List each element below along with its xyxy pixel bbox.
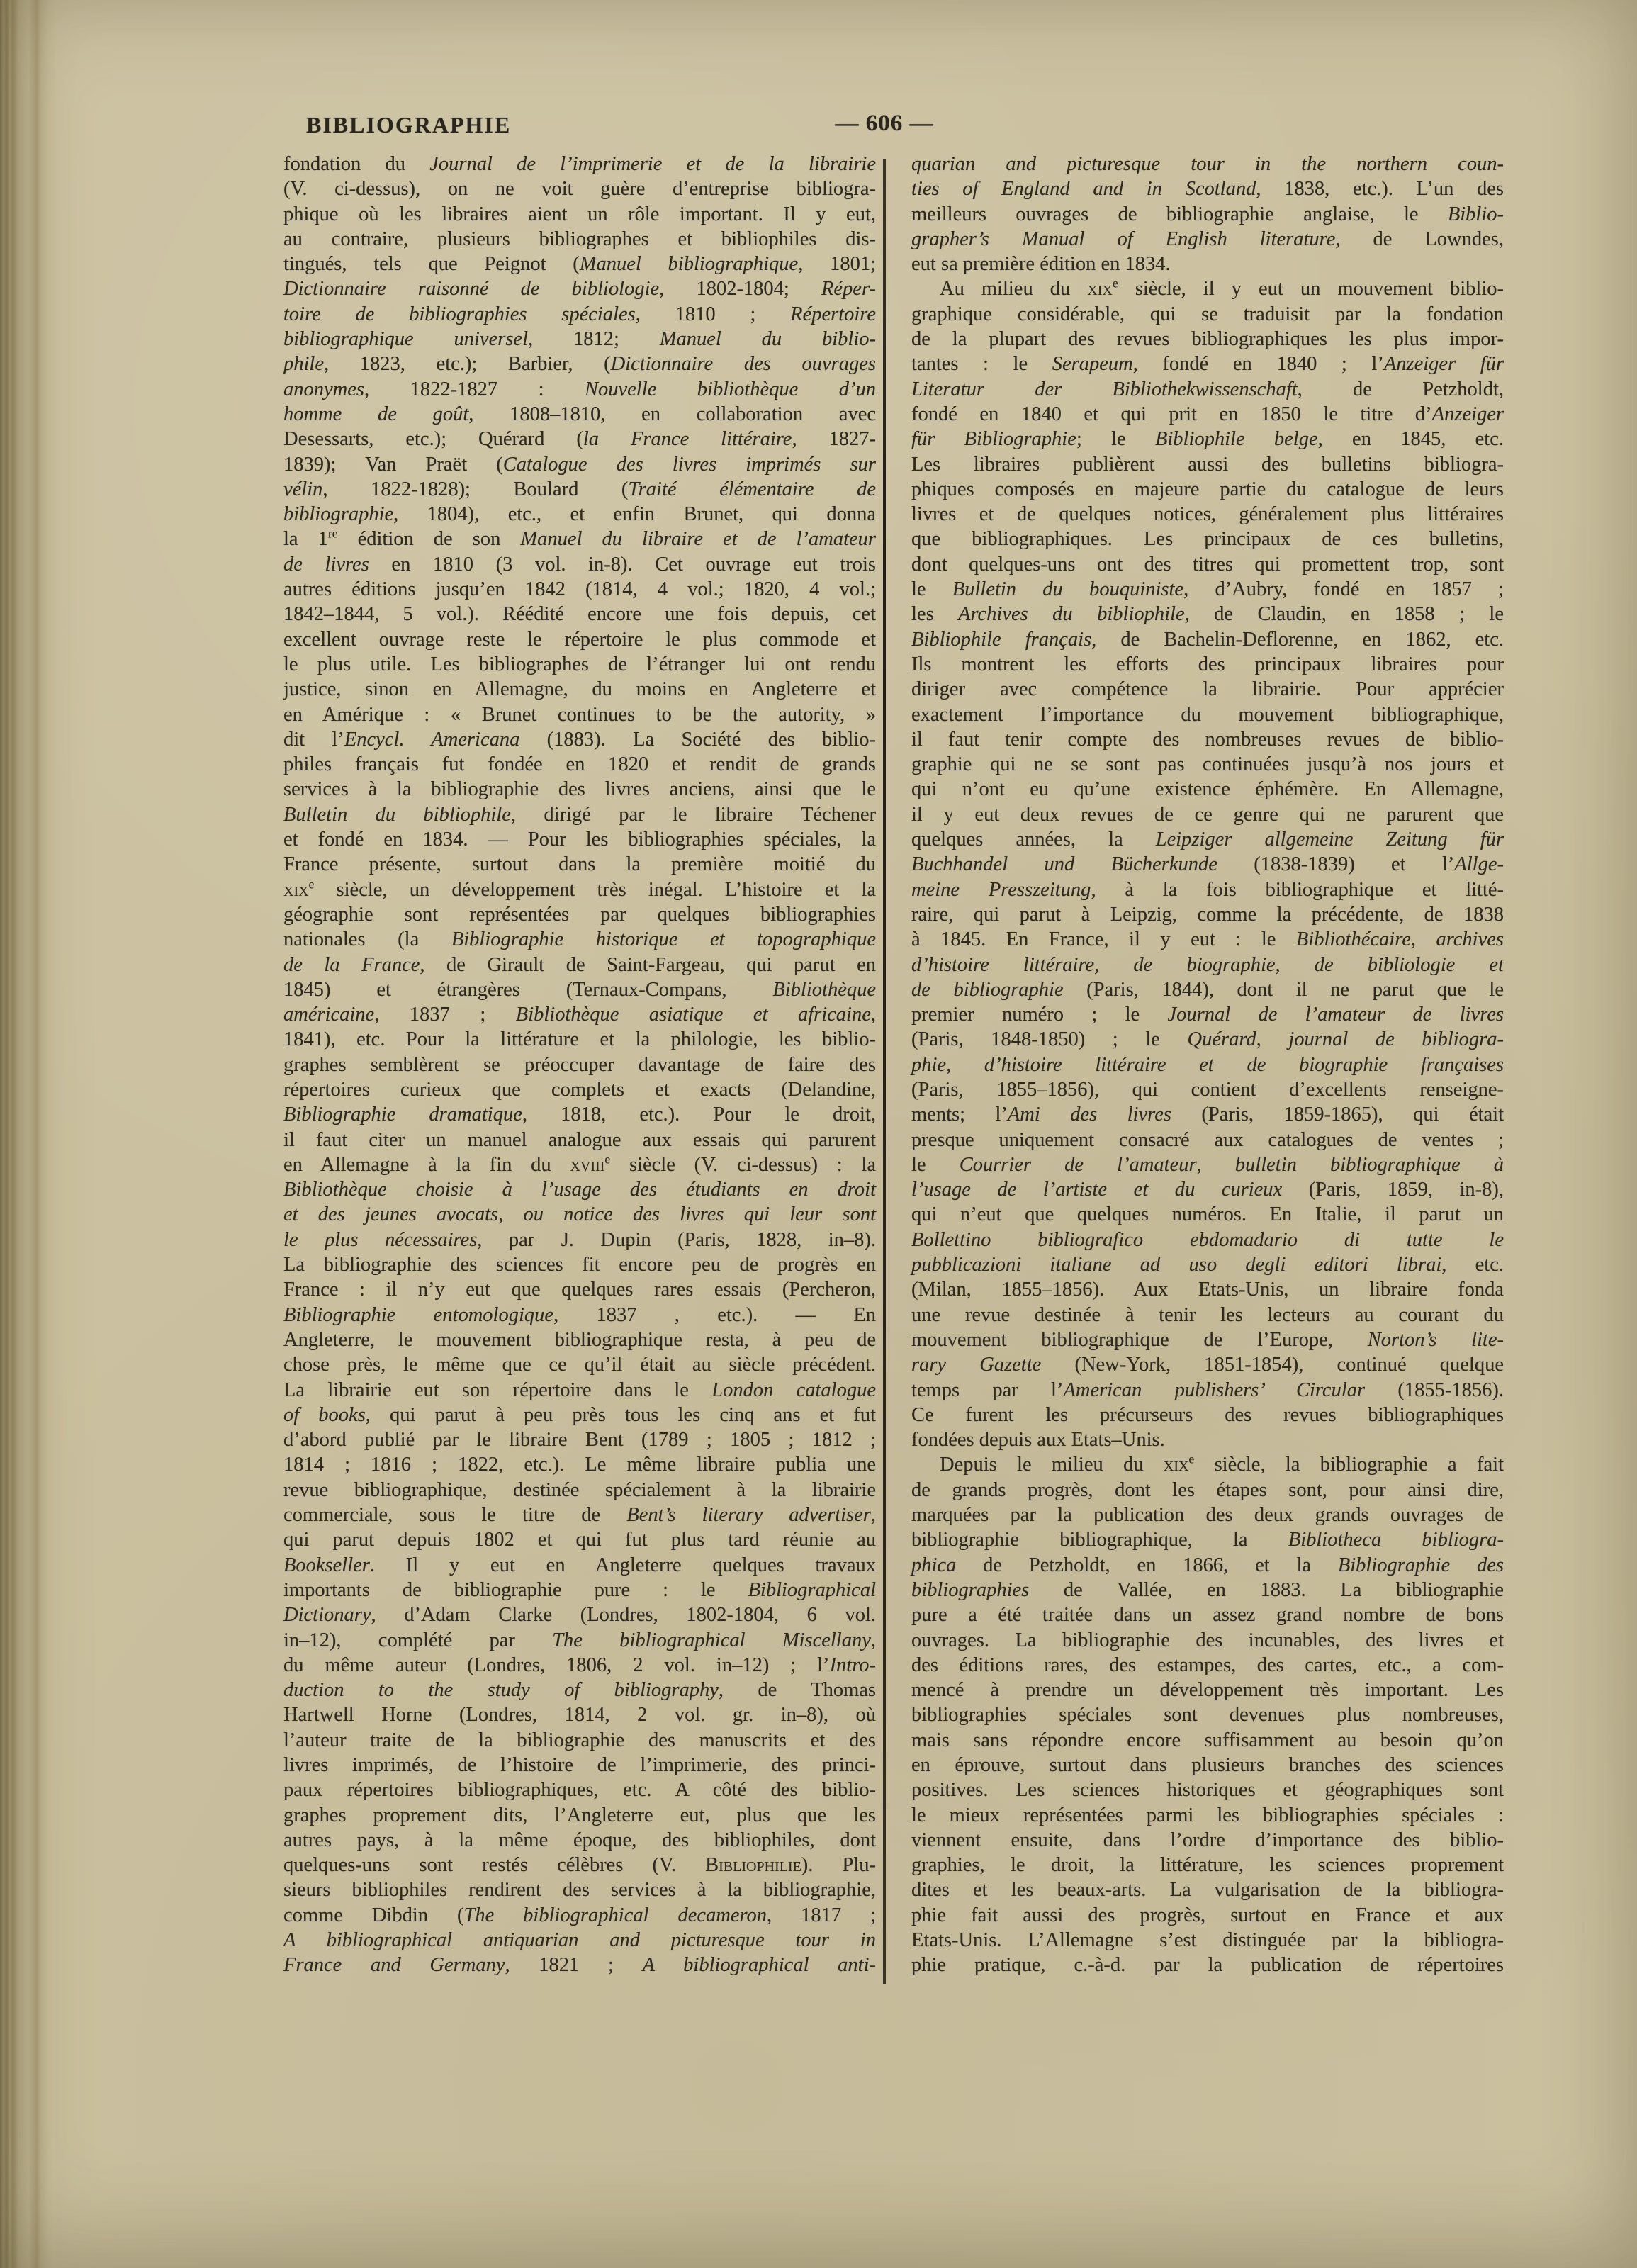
text-line: autres pays, à la même époque, des bibliophiles, dont (283, 1829, 876, 1851)
text-line: Angleterre, le mouvement bibliographique resta, à peu de (283, 1328, 876, 1351)
text-line: Bibliographie entomologique, 1837 , etc.). — En (283, 1303, 876, 1326)
text-line: commerciale, sous le titre de Bent’s literary advertiser, (283, 1504, 876, 1527)
text-line: France présente, surtout dans la première moitié du (283, 853, 876, 876)
text-line: premier numéro ; le Journal de l’amateur de livres (911, 1004, 1504, 1026)
text-line: il y eut deux revues de ce genre qui ne parurent que (911, 803, 1504, 826)
text-line: mais sans répondre encore suffisamment au besoin qu’on (911, 1729, 1504, 1751)
text-line: Ils montrent les efforts des principaux libraires pour (911, 653, 1504, 675)
text-line: géographie sont représentées par quelques bibliographies (283, 903, 876, 926)
text-line: Bibliothèque choisie à l’usage des étudiants en droit (283, 1179, 876, 1201)
text-line: le plus nécessaires, par J. Dupin (Paris, 1828, in–8). (283, 1228, 876, 1251)
text-line: France : il n’y eut que quelques rares essais (Percheron, (283, 1279, 876, 1301)
text-line: qui n’eut que quelques numéros. En Italie, il parut un (911, 1203, 1504, 1226)
text-line: quarian and picturesque tour in the northern coun- (911, 153, 1504, 175)
text-line: marquées par la publication des deux grands ouvrages de (911, 1504, 1504, 1527)
text-line: autres éditions jusqu’en 1842 (1814, 4 vol.; 1820, 4 vol.; (283, 578, 876, 601)
text-line: ties of England and in Scotland, 1838, etc.). L’un des (911, 178, 1504, 201)
text-line: livres imprimés, de l’histoire de l’imprimerie, des princi- (283, 1754, 876, 1776)
text-line: l’auteur traite de la bibliographie des manuscrits et des (283, 1729, 876, 1751)
text-line: et des jeunes avocats, ou notice des livres qui leur sont (283, 1203, 876, 1226)
text-line: revue bibliographique, destinée spécialement à la librairie (283, 1478, 876, 1501)
text-line: Bollettino bibliografico ebdomadario di tutte le (911, 1228, 1504, 1251)
text-line: sieurs bibliophiles rendirent des services à la bibliographie, (283, 1879, 876, 1902)
running-title: BIBLIOGRAPHIE (306, 112, 512, 137)
text-line: Les libraires publièrent aussi des bulletins bibliogra- (911, 453, 1504, 476)
text-line: de la plupart des revues bibliographiques les plus impor- (911, 328, 1504, 351)
text-line: bibliographie, 1804), etc., et enfin Brunet, qui donna (283, 503, 876, 526)
text-line: phie pratique, c.-à-d. par la publication de répertoires (911, 1954, 1504, 1977)
text-line: dont quelques-uns ont des titres qui promettent trop, sont (911, 553, 1504, 576)
text-line: que bibliographiques. Les principaux de ces bulletins, (911, 528, 1504, 551)
text-line: Bibliographie dramatique, 1818, etc.). Pour le droit, (283, 1104, 877, 1126)
book-gutter-edge (0, 0, 55, 2268)
text-line: d’histoire littéraire, de biographie, de bibliologie et (911, 953, 1504, 976)
text-line: graphie qui ne se sont pas continuées jusqu’à nos jours et (911, 753, 1504, 776)
text-line: graphique considérable, qui se traduisit par la fondation (911, 303, 1504, 325)
text-line: (Paris, 1855–1856), qui contient d’excellents renseigne- (911, 1078, 1504, 1101)
text-line: exactement l’importance du mouvement bibliographique, (911, 703, 1504, 726)
text-line: Dictionary, d’Adam Clarke (Londres, 1802-1804, 6 vol. (283, 1604, 876, 1627)
text-line: en Amérique : « Brunet continues to be the autority, » (283, 703, 876, 726)
text-line: il faut tenir compte des nombreuses revues de biblio- (911, 728, 1504, 751)
text-line: justice, sinon en Allemagne, du moins en Angleterre et (283, 678, 876, 701)
text-line: für Bibliographie; le Bibliophile belge, en 1845, etc. (911, 428, 1504, 451)
text-line: Ce furent les précurseurs des revues bibliographiques (911, 1403, 1504, 1426)
text-line: nationales (la Bibliographie historique et topographique (283, 928, 876, 951)
text-line: comme Dibdin (The bibliographical decameron, 1817 ; (283, 1904, 877, 1926)
text-line: graphies, le droit, la littérature, les sciences proprement (911, 1854, 1504, 1877)
text-line: viennent ensuite, dans l’ordre d’importance des biblio- (911, 1829, 1504, 1851)
text-line: paux répertoires bibliographiques, etc. A côté des biblio- (283, 1779, 876, 1802)
text-line: le Courrier de l’amateur, bulletin bibliographique à (911, 1153, 1504, 1176)
text-line: anonymes, 1822-1827 : Nouvelle bibliothèque d’un (283, 378, 876, 400)
text-line: in–12), complété par The bibliographical Miscellany, (283, 1629, 876, 1651)
text-line: Desessarts, etc.); Quérard (la France littéraire, 1827- (283, 428, 877, 451)
text-line: bibliographie bibliographique, la Bibliotheca bibliogra- (911, 1529, 1504, 1551)
text-line: en Allemagne à la fin du xviii$^e$ siècle (V. ci-dessus) : la (283, 1152, 877, 1176)
text-line: la 1re édition de son Manuel du libraire et de l’amateur (283, 526, 876, 551)
text-line: 1841), etc. Pour la littérature et la philologie, les biblio- (283, 1028, 876, 1051)
text-line: mencé à prendre un développement très important. Les (911, 1679, 1504, 1702)
text-line: Literatur der Bibliothekwissenschaft, de Petzholdt, (911, 378, 1504, 400)
text-line: mouvement bibliographique de l’Europe, Norton’s lite- (911, 1328, 1504, 1351)
text-line: (Milan, 1855–1856). Aux Etats-Unis, un libraire fonda (911, 1279, 1504, 1301)
text-line: presque uniquement consacré aux catalogues de ventes ; (911, 1128, 1504, 1151)
text-line: Dictionnaire raisonné de bibliologie, 1802-1804; Réper- (283, 278, 876, 301)
text-line: dites et les beaux-arts. La vulgarisation de la bibliogra- (911, 1879, 1504, 1902)
text-line: quelques années, la Leipziger allgemeine Zeitung für (911, 829, 1504, 851)
text-line: excellent ouvrage reste le répertoire le plus commode et (283, 628, 876, 651)
text-line: xix$^e$ siècle, un développement très inégal. L’histoire et la (283, 877, 876, 901)
text-line: bibliographique universel, 1812; Manuel du biblio- (283, 328, 876, 351)
text-line: de bibliographie (Paris, 1844), dont il ne parut que le (911, 978, 1504, 1001)
text-line: phie fait aussi des progrès, surtout en France et aux (911, 1904, 1504, 1926)
text-line: rary Gazette (New-York, 1851-1854), continué quelque (911, 1354, 1504, 1376)
text-line: fondation du Journal de l’imprimerie et de la librairie (283, 153, 876, 175)
text-line: qui n’ont eu qu’une existence éphémère. En Allemagne, (911, 778, 1504, 801)
text-line: répertoires curieux que complets et exacts (Delandine, (283, 1078, 876, 1101)
text-line: philes français fut fondée en 1820 et rendit de grands (283, 753, 876, 776)
text-line: ouvrages. La bibliographie des incunables, des livres et (911, 1629, 1504, 1651)
text-line: ments; l’Ami des livres (Paris, 1859-1865), qui était (911, 1104, 1504, 1126)
text-line: dit l’Encycl. Americana (1883). La Société des biblio- (283, 728, 876, 751)
text-line: temps par l’American publishers’ Circular (1855-1856). (911, 1379, 1504, 1401)
text-line: duction to the study of bibliography, de Thomas (283, 1679, 876, 1702)
text-line: fondées depuis aux Etats–Unis. (911, 1429, 1165, 1452)
text-line: bibliographies de Vallée, en 1883. La bibliographie (911, 1578, 1504, 1601)
text-line: Etats-Unis. L’Allemagne s’est distinguée par la bibliogra- (911, 1929, 1504, 1952)
text-line: au contraire, plusieurs bibliographes et bibliophiles dis- (283, 228, 876, 250)
text-line: vélin, 1822-1828); Boulard (Traité élémentaire de (283, 478, 876, 500)
column-divider-rule (883, 159, 886, 1984)
text-line: phique où les libraires aient un rôle important. Il y eut, (283, 203, 876, 225)
text-line: phile, 1823, etc.); Barbier, (Dictionnaire des ouvrages (283, 353, 877, 376)
text-line: (V. ci-dessus), on ne voit guère d’entreprise bibliogra- (283, 178, 876, 201)
text-line: France and Germany, 1821 ; A bibliographical anti- (283, 1954, 876, 1977)
text-line: graphes proprement dits, l’Angleterre eut, plus que les (283, 1804, 876, 1826)
text-line: fondé en 1840 et qui prit en 1850 le titre d’Anzeiger (911, 403, 1504, 425)
text-line: le mieux représentées parmi les bibliographies spéciales : (911, 1804, 1504, 1826)
text-column-left (283, 152, 876, 1978)
text-line: phica de Petzholdt, en 1866, et la Bibliographie des (911, 1554, 1504, 1576)
page-number: — 606 — (835, 111, 934, 136)
text-line: homme de goût, 1808–1810, en collaboration avec (283, 403, 876, 425)
text-line: en éprouve, surtout dans plusieurs branches des sciences (911, 1754, 1504, 1776)
text-line: d’abord publié par le libraire Bent (1789 ; 1805 ; 1812 ; (283, 1429, 876, 1452)
text-line: toire de bibliographies spéciales, 1810 ; Répertoire (283, 303, 876, 325)
text-line: graphes semblèrent se préoccuper davantage de faire des (283, 1053, 876, 1076)
text-line: phiques composés en majeure partie du catalogue de leurs (911, 478, 1504, 500)
text-line: les Archives du bibliophile, de Claudin, en 1858 ; le (911, 603, 1504, 626)
text-line: pubblicazioni italiane ad uso degli editori librai, etc. (911, 1254, 1504, 1276)
text-line: Depuis le milieu du xix$^e$ siècle, la bibliographie a fait (940, 1452, 1504, 1476)
text-line: services à la bibliographie des livres anciens, ainsi que le (283, 778, 876, 801)
text-line: le Bulletin du bouquiniste, d’Aubry, fondé en 1857 ; (911, 578, 1504, 601)
text-line: américaine, 1837 ; Bibliothèque asiatique et africaine, (283, 1004, 877, 1026)
text-line: Hartwell Horne (Londres, 1814, 2 vol. gr. in–8), où (283, 1704, 876, 1727)
text-line: meilleurs ouvrages de bibliographie anglaise, le Biblio- (911, 203, 1504, 225)
text-line: Bulletin du bibliophile, dirigé par le libraire Téchener (283, 803, 876, 826)
text-line: eut sa première édition en 1834. (911, 253, 1171, 276)
text-line: du même auteur (Londres, 1806, 2 vol. in–12) ; l’Intro- (283, 1654, 876, 1676)
text-line: une revue destinée à tenir les lecteurs au courant du (911, 1303, 1504, 1326)
text-line: grapher’s Manual of English literature, de Lowndes, (911, 228, 1504, 250)
text-line: il faut citer un manuel analogue aux essais qui parurent (283, 1128, 876, 1151)
text-line: diriger avec compétence la librairie. Pour apprécier (911, 678, 1504, 701)
text-line: La librairie eut son répertoire dans le London catalogue (283, 1379, 876, 1401)
text-column-right (911, 152, 1504, 1978)
text-line: importants de bibliographie pure : le Bibliographical (283, 1578, 876, 1601)
text-line: l’usage de l’artiste et du curieux (Paris, 1859, in-8), (911, 1179, 1504, 1201)
text-line: et fondé en 1834. — Pour les bibliographies spéciales, la (283, 829, 876, 851)
text-line: des éditions rares, des estampes, des cartes, etc., a com- (911, 1654, 1504, 1676)
text-line: 1839); Van Praët (Catalogue des livres imprimés sur (283, 453, 876, 476)
text-line: tingués, tels que Peignot (Manuel bibliographique, 1801; (283, 253, 876, 276)
text-line: livres et de quelques notices, généralement plus littéraires (911, 503, 1504, 526)
text-line: 1814 ; 1816 ; 1822, etc.). Le même libraire publia une (283, 1454, 876, 1476)
text-line: Buchhandel und Bücherkunde (1838-1839) et l’Allge- (911, 853, 1504, 876)
text-line: La bibliographie des sciences fit encore peu de progrès en (283, 1254, 876, 1276)
text-line: qui parut depuis 1802 et qui fut plus tard réunie au (283, 1529, 876, 1551)
text-line: of books, qui parut à peu près tous les cinq ans et fut (283, 1403, 876, 1426)
text-line: bibliographies spéciales sont devenues plus nombreuses, (911, 1704, 1504, 1727)
text-line: raire, qui parut à Leipzig, comme la précédente, de 1838 (911, 903, 1504, 926)
text-line: (Paris, 1848-1850) ; le Quérard, journal de bibliogra- (911, 1028, 1504, 1051)
text-line: à 1845. En France, il y eut : le Bibliothécaire, archives (911, 928, 1504, 951)
text-line: quelques-uns sont restés célèbres (V. Bibliophilie). Plu- (283, 1854, 876, 1877)
text-line: 1842–1844, 5 vol.). Réédité encore une fois depuis, cet (283, 603, 876, 626)
text-line: chose près, le même que ce qu’il était au siècle précédent. (283, 1354, 876, 1376)
text-line: Bibliophile français, de Bachelin-Deflorenne, en 1862, etc. (911, 628, 1504, 651)
text-line: phie, d’histoire littéraire et de biographie françaises (911, 1053, 1504, 1076)
text-line: 1845) et étrangères (Ternaux-Compans, Bibliothèque (283, 978, 876, 1001)
text-line: A bibliographical antiquarian and picturesque tour in (283, 1929, 876, 1952)
text-line: meine Presszeitung, à la fois bibliographique et litté- (911, 878, 1504, 901)
text-line: de livres en 1810 (3 vol. in-8). Cet ouvrage eut trois (283, 553, 876, 576)
text-line: Bookseller. Il y eut en Angleterre quelques travaux (283, 1554, 876, 1576)
text-line: de grands progrès, dont les étapes sont, pour ainsi dire, (911, 1478, 1504, 1501)
text-line: tantes : le Serapeum, fondé en 1840 ; l’Anzeiger für (911, 353, 1504, 376)
text-line: Au milieu du xix$^e$ siècle, il y eut un mouvement biblio- (940, 276, 1504, 301)
text-line: le plus utile. Les bibliographes de l’étranger lui ont rendu (283, 653, 876, 675)
text-line: pure a été traitée dans un assez grand nombre de bons (911, 1604, 1504, 1627)
text-line: positives. Les sciences historiques et géographiques sont (911, 1779, 1504, 1802)
text-line: de la France, de Girault de Saint-Fargeau, qui parut en (283, 953, 876, 976)
